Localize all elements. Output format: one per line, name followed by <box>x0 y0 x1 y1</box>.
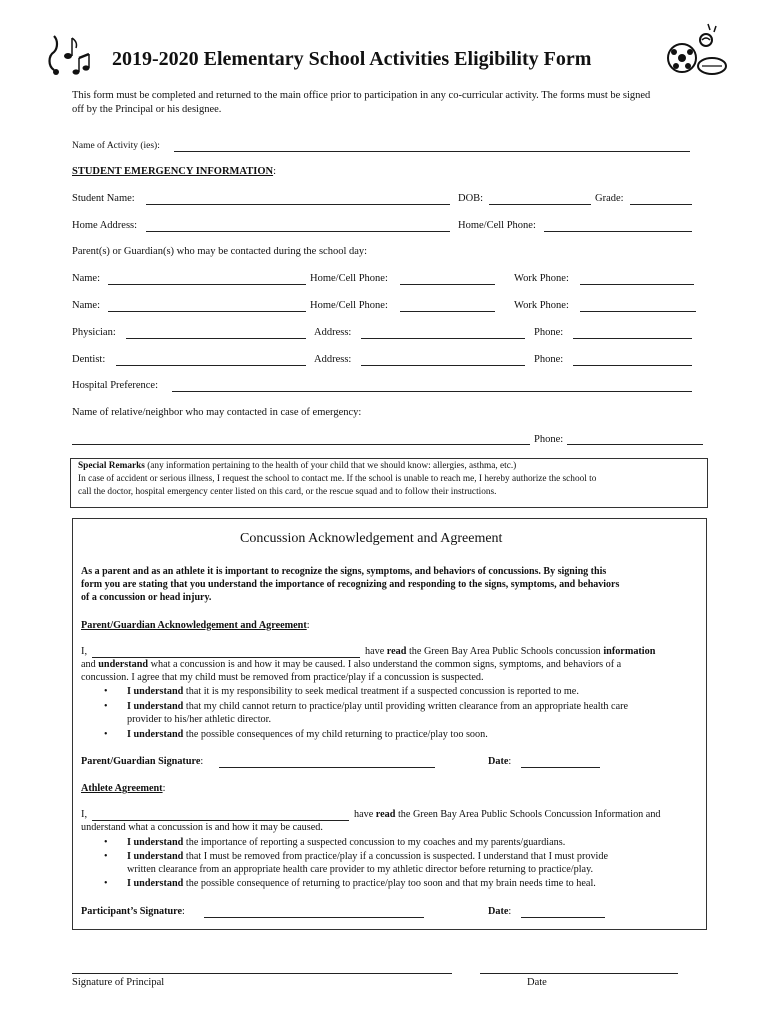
address-label-2: Address: <box>314 354 352 365</box>
athlete-i: I, <box>81 809 88 820</box>
phone-label-1: Phone: <box>534 327 564 338</box>
work-phone-label-2: Work Phone: <box>514 300 569 311</box>
athlete-statement-line-1: have read the Green Bay Area Public Schools Concussion Information and <box>354 809 661 820</box>
physician-label: Physician: <box>72 327 116 338</box>
phone-label-3: Phone: <box>534 434 564 445</box>
intro-line-1: This form must be completed and returned to the main office prior to participation in any co-curricular activity. The forms must be signed <box>72 90 651 101</box>
parent-statement-line-3: concussion. I agree that my child must be removed from practice/play if a concussion is suspected. <box>81 672 484 683</box>
activity-label: Name of Activity (ies): <box>72 141 160 151</box>
participant-signature-label: Participant’s Signature: <box>81 906 185 917</box>
name-field-1[interactable] <box>108 284 306 285</box>
work-phone-label-1: Work Phone: <box>514 273 569 284</box>
home-cell-label-2: Home/Cell Phone: <box>310 300 388 311</box>
music-notes-icon <box>46 30 94 80</box>
bullet: • <box>104 851 108 862</box>
parent-name-field[interactable] <box>92 657 360 658</box>
principal-signature-label: Signature of Principal <box>72 977 165 988</box>
athlete-bullet-1: I understand the importance of reporting a suspected concussion to my coaches and my parents/guardians. <box>127 837 566 848</box>
student-name-field[interactable] <box>146 204 450 205</box>
dob-label: DOB: <box>458 193 484 204</box>
phone-field-1[interactable] <box>573 338 692 339</box>
work-phone-field-2[interactable] <box>580 311 696 312</box>
participant-date-label: Date: <box>488 906 512 917</box>
dentist-label: Dentist: <box>72 354 106 365</box>
participant-date-field[interactable] <box>521 917 605 918</box>
dentist-field[interactable] <box>116 365 306 366</box>
page-title: 2019-2020 Elementary School Activities Eligibility Form <box>112 48 592 70</box>
parent-i: I, <box>81 646 88 657</box>
athlete-bullet-2-cont: written clearance from an appropriate health care provider to my athletic director before returning to practice/play. <box>127 864 594 875</box>
bullet: • <box>104 837 108 848</box>
athlete-bullet-3: I understand the possible consequence of returning to practice/play too soon and that my brain needs time to heal. <box>127 878 596 889</box>
concussion-intro-2: form you are stating that you understand the importance of recognizing and responding to the signs, symptoms, and behaviors <box>81 579 620 590</box>
home-address-field[interactable] <box>146 231 450 232</box>
physician-field[interactable] <box>126 338 306 339</box>
participant-signature-field[interactable] <box>204 917 424 918</box>
address-field-2[interactable] <box>361 365 525 366</box>
phone-field-2[interactable] <box>573 365 692 366</box>
parent-signature-label: Parent/Guardian Signature: <box>81 756 204 767</box>
parents-line: Parent(s) or Guardian(s) who may be contacted during the school day: <box>72 246 368 257</box>
home-cell-field[interactable] <box>544 231 692 232</box>
home-cell-label: Home/Cell Phone: <box>458 220 536 231</box>
parent-signature-field[interactable] <box>219 767 435 768</box>
address-field-1[interactable] <box>361 338 525 339</box>
relative-label: Name of relative/neighbor who may contacted in case of emergency: <box>72 407 362 418</box>
name-field-2[interactable] <box>108 311 306 312</box>
emergency-heading: STUDENT EMERGENCY INFORMATION: <box>72 166 276 177</box>
parent-bullet-2-cont: provider to his/her athletic director. <box>127 714 271 725</box>
principal-signature-field[interactable] <box>72 973 452 974</box>
special-remarks-line-1: Special Remarks (any information pertaining to the health of your child that we should know: allergies, asthma, etc.) <box>78 461 517 471</box>
home-cell-label-1: Home/Cell Phone: <box>310 273 388 284</box>
bullet: • <box>104 701 108 712</box>
phone-field-3[interactable] <box>567 444 703 445</box>
bullet: • <box>104 729 108 740</box>
parent-statement-line-1: have read the Green Bay Area Public Schools concussion information <box>365 646 656 657</box>
work-phone-field-1[interactable] <box>580 284 694 285</box>
athlete-name-field[interactable] <box>92 820 349 821</box>
special-remarks-line-2: In case of accident or serious illness, I request the school to contact me. If the school is unable to reach me, I hereby authorize the school to <box>78 474 597 484</box>
parent-date-field[interactable] <box>521 767 600 768</box>
bullet: • <box>104 878 108 889</box>
athlete-statement-line-2: understand what a concussion is and how it may be caused. <box>81 822 323 833</box>
parent-bullet-2: I understand that my child cannot return to practice/play until providing written clearance from an appropriate health care <box>127 701 629 712</box>
grade-field[interactable] <box>630 204 692 205</box>
dob-field[interactable] <box>489 204 591 205</box>
hospital-label: Hospital Preference: <box>72 380 159 391</box>
concussion-title: Concussion Acknowledgement and Agreement <box>240 531 503 546</box>
parent-statement-line-2: and understand what a concussion is and how it may be caused. I also understand the common signs, symptoms, and behaviors of a <box>81 659 622 670</box>
parent-bullet-1: I understand that it is my responsibility to seek medical treatment if a suspected concussion is reported to me. <box>127 686 579 697</box>
home-cell-field-2[interactable] <box>400 311 495 312</box>
concussion-intro-3: of a concussion or head injury. <box>81 592 212 603</box>
concussion-intro-1: As a parent and as an athlete it is important to recognize the signs, symptoms, and behaviors of concussions. By signing this <box>81 566 607 577</box>
student-name-label: Student Name: <box>72 193 135 204</box>
home-address-label: Home Address: <box>72 220 138 231</box>
home-cell-field-1[interactable] <box>400 284 495 285</box>
parent-date-label: Date: <box>488 756 512 767</box>
name-label-1: Name: <box>72 273 100 284</box>
intro-line-2: off by the Principal or his designee. <box>72 104 222 115</box>
parent-heading: Parent/Guardian Acknowledgement and Agreement: <box>81 620 310 631</box>
bullet: • <box>104 686 108 697</box>
parent-bullet-3: I understand the possible consequences of my child returning to practice/play too soon. <box>127 729 488 740</box>
hospital-field[interactable] <box>172 391 692 392</box>
activity-field[interactable] <box>174 151 690 152</box>
athlete-bullet-2: I understand that I must be removed from practice/play if a concussion is suspected. I understand that I must provide <box>127 851 608 862</box>
name-label-2: Name: <box>72 300 100 311</box>
address-label-1: Address: <box>314 327 352 338</box>
athlete-heading: Athlete Agreement: <box>81 783 166 794</box>
phone-label-2: Phone: <box>534 354 564 365</box>
sports-balls-icon <box>664 22 728 80</box>
principal-date-label: Date <box>527 977 547 988</box>
principal-date-field[interactable] <box>480 973 678 974</box>
relative-field[interactable] <box>72 444 530 445</box>
grade-label: Grade: <box>595 193 624 204</box>
special-remarks-line-3: call the doctor, hospital emergency center listed on this card, or the rescue squad and to follow their instructions. <box>78 487 497 497</box>
